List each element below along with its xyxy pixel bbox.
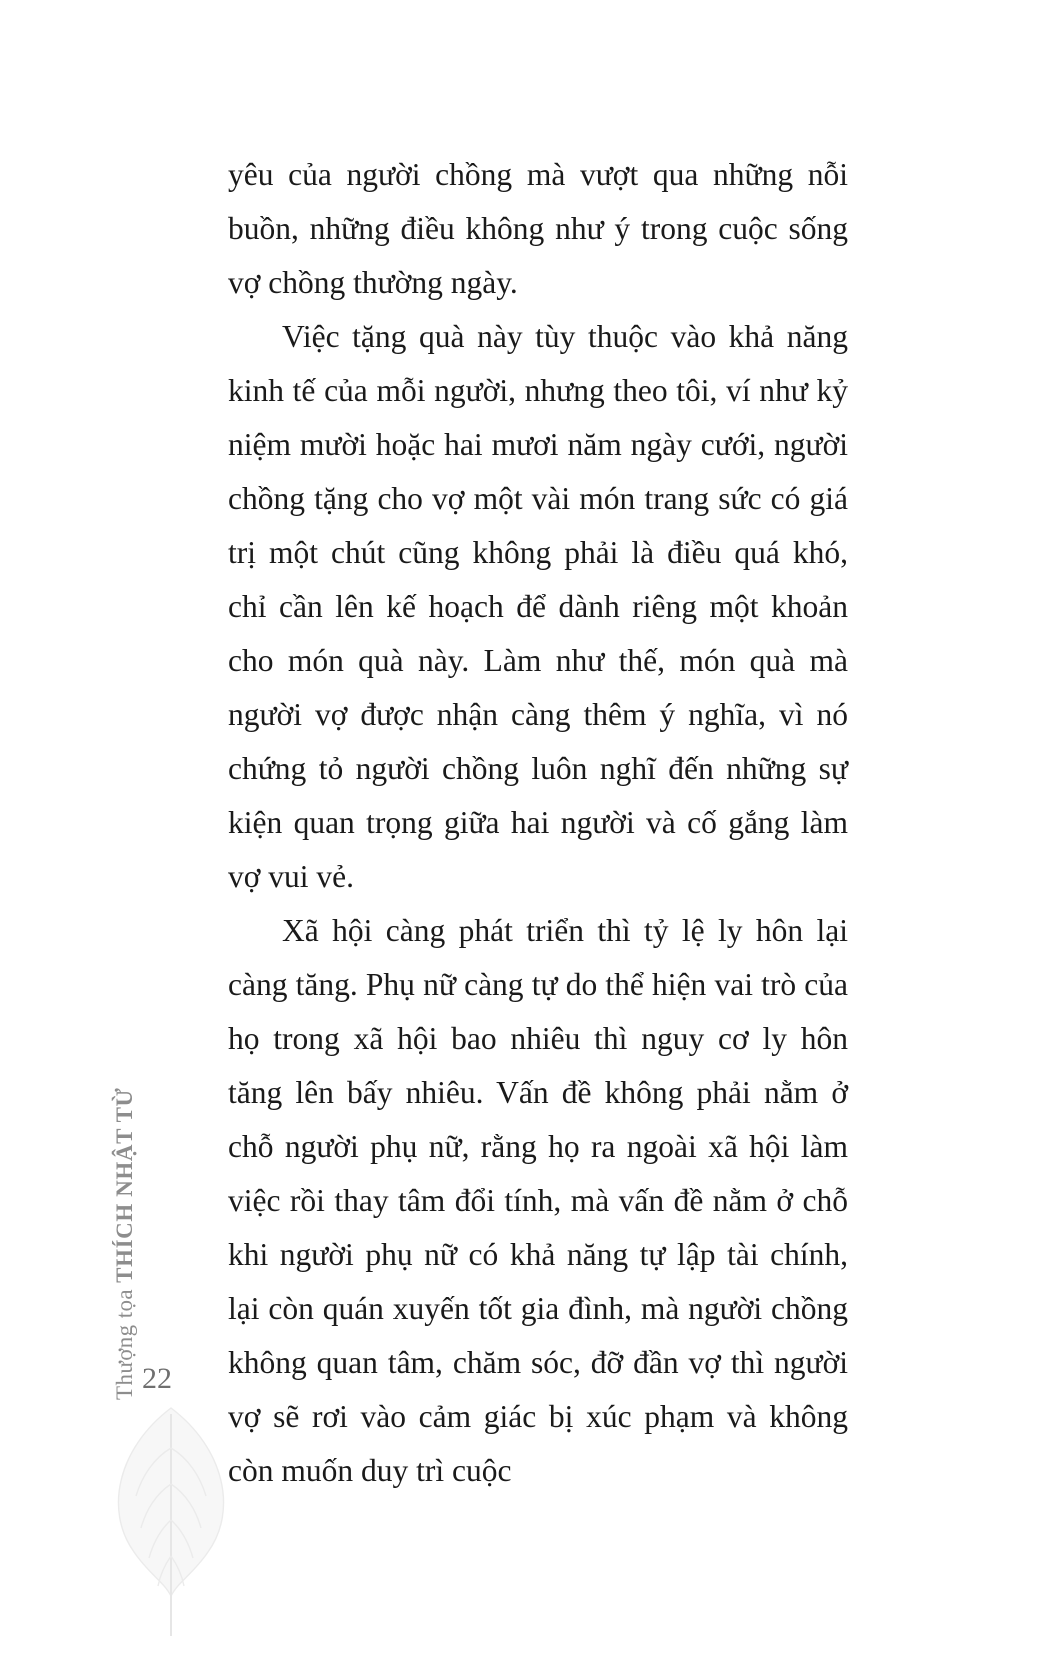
paragraph: Xã hội càng phát triển thì tỷ lệ ly hôn lại càng tăng. Phụ nữ càng tự do thể hiện vai trò của họ trong xã hội bao nhiêu thì nguy cơ ly hôn tăng lên bấy nhiêu. Vấn đề không phải nằm ở chỗ người phụ nữ, rằng họ ra ngoài xã hội làm việc rồi thay tâm đổi tính, mà vấn đề nằm ở chỗ khi người phụ nữ có khả năng tự lập tài chính, lại còn quán xuyến tốt gia đình, mà người chồng không quan tâm, chăm sóc, đỡ đần vợ thì người vợ sẽ rơi vào cảm giác bị xúc phạm và không còn muốn duy trì cuộc bbox=[228, 913, 848, 1488]
paragraph: Việc tặng quà này tùy thuộc vào khả năng kinh tế của mỗi người, nhưng theo tôi, ví như kỷ niệm mười hoặc hai mươi năm ngày cưới, người chồng tặng cho vợ một vài món trang sức có giá trị một chút cũng không phải là điều quá khó, chỉ cần lên kế hoạch để dành riêng một khoản cho món quà này. Làm như thế, món quà mà người vợ được nhận càng thêm ý nghĩa, vì nó chứng tỏ người chồng luôn nghĩ đến những sự kiện quan trọng giữa hai người và cố gắng làm vợ vui vẻ. bbox=[228, 319, 848, 894]
running-head-author: THÍCH NHẬT TỪ bbox=[112, 1087, 137, 1283]
bodhi-leaf-icon bbox=[96, 1400, 246, 1640]
running-head bbox=[112, 980, 138, 1400]
running-head-prefix: Thượng tọa bbox=[112, 1282, 137, 1400]
page-number: 22 bbox=[142, 1362, 172, 1395]
paragraph: yêu của người chồng mà vượt qua những nỗi buồn, những điều không như ý trong cuộc sống vợ chồng thường ngày. bbox=[228, 157, 848, 300]
body-text-column bbox=[228, 148, 848, 1498]
